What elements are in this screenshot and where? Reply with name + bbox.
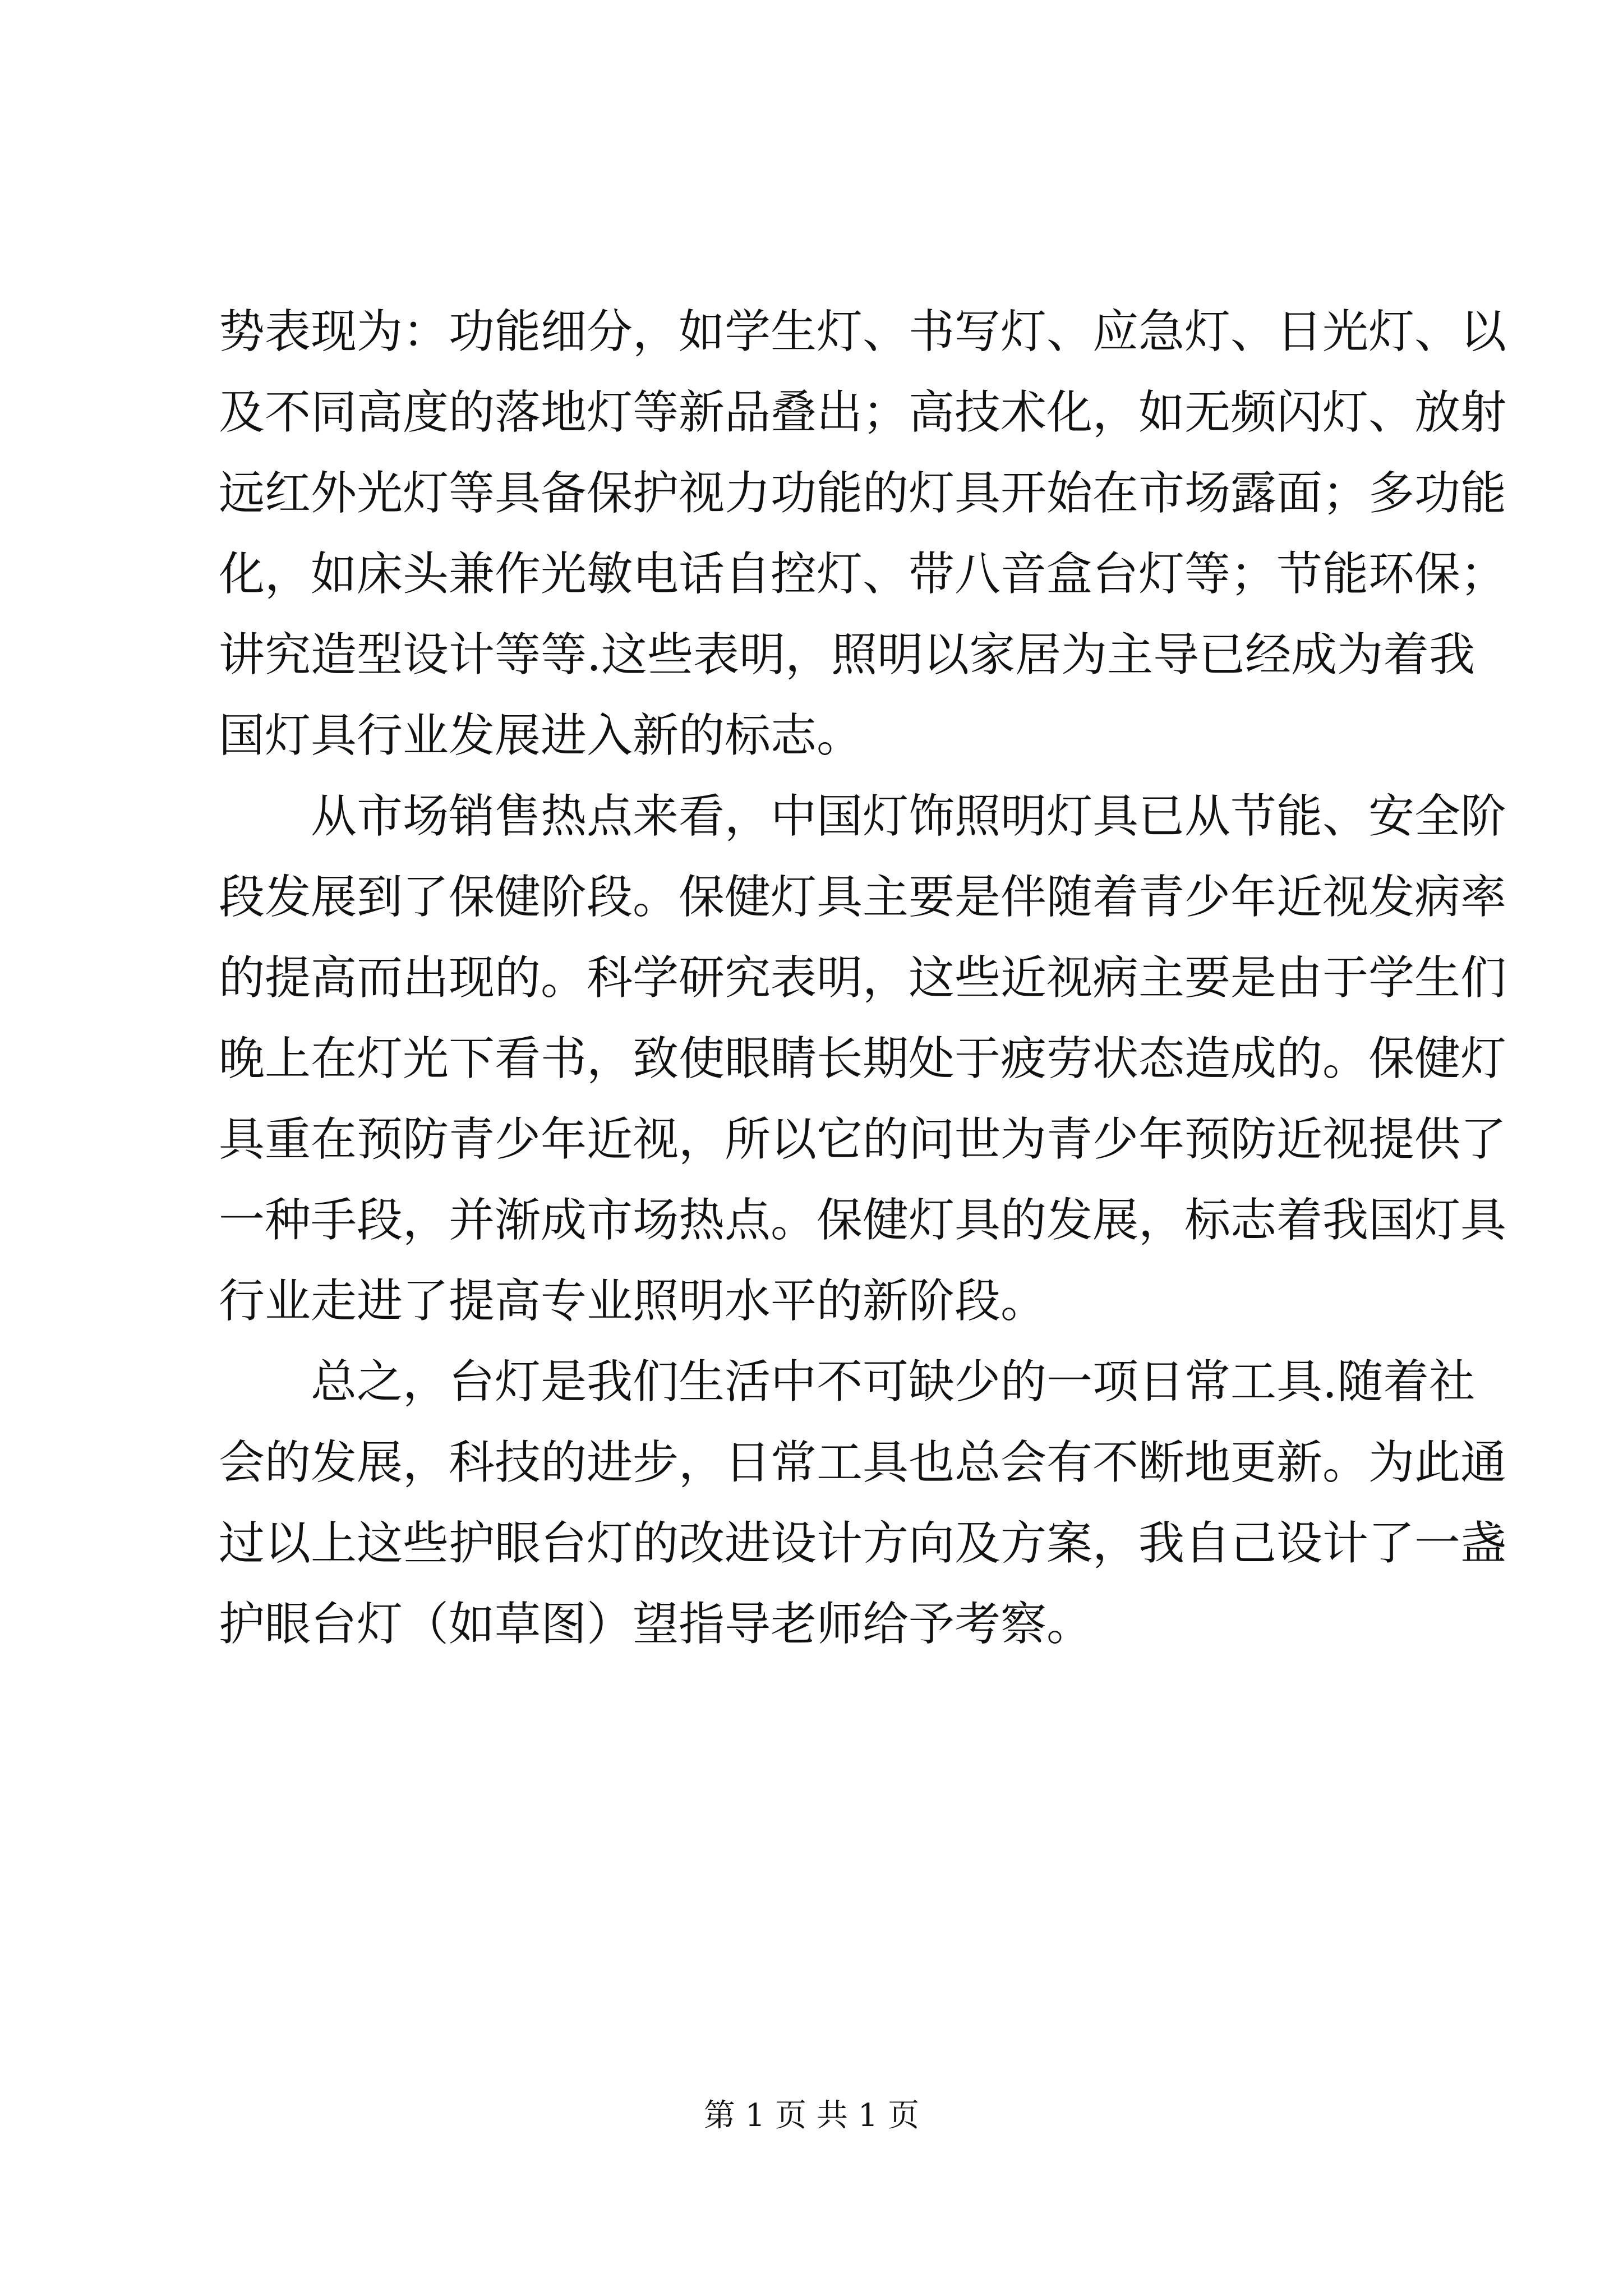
text-line: 会的发展，科技的进步，日常工具也总会有不断地更新。为此通	[219, 1436, 1507, 1489]
text-line: 晚上在灯光下看书，致使眼睛长期处于疲劳状态造成的。保健灯	[219, 1032, 1507, 1085]
paragraph-lighting-trends	[219, 292, 1507, 776]
text-line: 护眼台灯（如草图）望指导老师给予考察。	[219, 1598, 1093, 1651]
text-line: 远红外光灯等具备保护视力功能的灯具开始在市场露面；多功能	[219, 467, 1507, 520]
text-line: 化，如床头兼作光敏电话自控灯、带八音盒台灯等；节能环保；	[219, 547, 1507, 601]
text-line: 国灯具行业发展进入新的标志。	[219, 709, 863, 762]
text-line: 一种手段，并渐成市场热点。保健灯具的发展，标志着我国灯具	[219, 1194, 1507, 1247]
text-line: 势表现为：功能细分，如学生灯、书写灯、应急灯、日光灯、以	[219, 305, 1507, 358]
text-line: 行业走进了提高专业照明水平的新阶段。	[219, 1274, 1047, 1328]
text-line: 过以上这些护眼台灯的改进设计方向及方案，我自己设计了一盏	[219, 1517, 1507, 1570]
paragraph-market-hotspots	[219, 776, 1507, 1342]
page-number-footer: 第 1 页 共 1 页	[703, 2097, 920, 2134]
text-line: 及不同高度的落地灯等新品叠出；高技术化，如无频闪灯、放射	[219, 386, 1507, 439]
text-line: 的提高而出现的。科学研究表明，这些近视病主要是由于学生们	[219, 951, 1507, 1005]
text-line: 段发展到了保健阶段。保健灯具主要是伴随着青少年近视发病率	[219, 871, 1507, 924]
document-body	[219, 292, 1507, 1665]
text-line: 从市场销售热点来看，中国灯饰照明灯具已从节能、安全阶	[311, 790, 1507, 843]
paragraph-conclusion	[219, 1342, 1507, 1665]
text-line: 总之，台灯是我们生活中不可缺少的一项日常工具.随着社	[311, 1355, 1476, 1409]
text-line: 讲究造型设计等等.这些表明，照明以家居为主导已经成为着我	[219, 628, 1476, 682]
text-line: 具重在预防青少年近视，所以它的问世为青少年预防近视提供了	[219, 1113, 1507, 1166]
